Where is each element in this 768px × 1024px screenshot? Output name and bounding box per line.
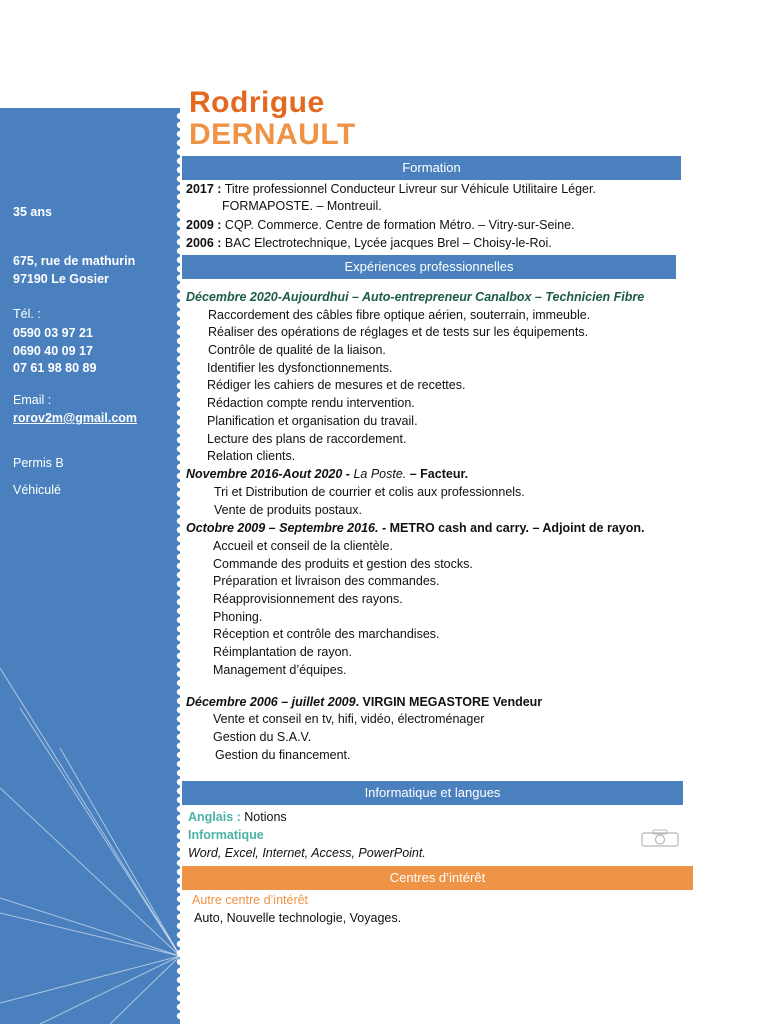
formation-entry: 2017 : Titre professionnel Conducteur Livreur sur Véhicule Utilitaire Léger.	[186, 182, 596, 196]
phone-1: 0590 03 97 21	[13, 326, 93, 340]
experience-header: Expériences professionnelles	[182, 255, 676, 279]
perforation-dot	[177, 311, 183, 317]
perforation-dot	[177, 248, 183, 254]
perforation-dot	[177, 239, 183, 245]
perforation-dot	[177, 959, 183, 965]
task-item: Vente de produits postaux.	[214, 503, 363, 517]
perforation-dot	[177, 464, 183, 470]
perforation-dot	[177, 698, 183, 704]
interests-value: Auto, Nouvelle technologie, Voyages.	[194, 911, 402, 925]
perforation-dot	[177, 518, 183, 524]
perforation-dot	[177, 896, 183, 902]
perforation-dot	[177, 131, 183, 137]
task-item: Identifier les dysfonctionnements.	[207, 361, 393, 375]
perforation-dot	[177, 635, 183, 641]
interests-label: Autre centre d’intérêt	[192, 893, 309, 907]
task-item: Réimplantation de rayon.	[213, 645, 352, 659]
perforation-dot	[177, 392, 183, 398]
perforation-dot	[177, 833, 183, 839]
task-item: Gestion du financement.	[215, 748, 351, 762]
perforation-dot	[177, 356, 183, 362]
perforation-dot	[177, 527, 183, 533]
email-label: Email :	[13, 393, 52, 407]
vehicule: Véhiculé	[13, 483, 61, 497]
address-line1: 675, rue de mathurin	[13, 254, 136, 268]
perforation-dot	[177, 140, 183, 146]
perforation-dot	[177, 437, 183, 443]
skills-header: Informatique et langues	[182, 781, 683, 805]
formation-entry: 2006 : BAC Electrotechnique, Lycée jacques Brel – Choisy-le-Roi.	[186, 236, 552, 250]
perforation-dot	[177, 491, 183, 497]
perforation-dot	[177, 725, 183, 731]
task-item: Accueil et conseil de la clientèle.	[213, 539, 393, 553]
task-item: Raccordement des câbles fibre optique aérien, souterrain, immeuble.	[208, 308, 591, 322]
perforation-dot	[177, 572, 183, 578]
perforation-dot	[177, 662, 183, 668]
task-item: Tri et Distribution de courrier et colis aux professionnels.	[214, 485, 525, 499]
perforation-dot	[177, 482, 183, 488]
decorative-lines	[0, 108, 180, 1024]
it-label: Informatique	[188, 828, 264, 842]
perforation-dot	[177, 743, 183, 749]
perforation-dot	[177, 419, 183, 425]
address-line2: 97190 Le Gosier	[13, 272, 109, 286]
formation-entry: FORMAPOSTE. – Montreuil.	[222, 199, 382, 213]
last-name: DERNAULT	[189, 118, 356, 151]
permis: Permis B	[13, 456, 64, 470]
perforation-dot	[177, 302, 183, 308]
perforation-dot	[177, 113, 183, 119]
perforation-dot	[177, 563, 183, 569]
perforation-dot	[177, 716, 183, 722]
interests-header: Centres d’intérêt	[182, 866, 693, 890]
first-name: Rodrigue	[189, 86, 325, 119]
perforation-dot	[177, 923, 183, 929]
perforation-dot	[177, 653, 183, 659]
perforation-dot	[177, 545, 183, 551]
perforation-dot	[177, 995, 183, 1001]
perforation-dot	[177, 338, 183, 344]
perforation-dot	[177, 500, 183, 506]
perforation-dot	[177, 329, 183, 335]
task-item: Réception et contrôle des marchandises.	[213, 627, 440, 641]
task-item: Vente et conseil en tv, hifi, vidéo, électroménager	[213, 712, 485, 726]
perforation-dot	[177, 671, 183, 677]
perforation-dot	[177, 644, 183, 650]
perforation-dot	[177, 212, 183, 218]
perforation-dot	[177, 581, 183, 587]
perforation-dot	[177, 1013, 183, 1019]
job-heading: Octobre 2009 – Septembre 2016. - METRO cash and carry. – Adjoint de rayon.	[186, 521, 645, 535]
perforation-dot	[177, 203, 183, 209]
job-heading: Décembre 2020-Aujourdhui – Auto-entrepreneur Canalbox – Technicien Fibre	[186, 290, 645, 304]
tel-label: Tél. :	[13, 307, 41, 321]
perforation-dot	[177, 230, 183, 236]
perforation-dot	[177, 284, 183, 290]
task-item: Management d’équipes.	[213, 663, 347, 677]
perforation-dot	[177, 347, 183, 353]
perforation-dot	[177, 914, 183, 920]
perforation-dot	[177, 977, 183, 983]
camera-icon	[640, 828, 680, 848]
perforation-dot	[177, 320, 183, 326]
perforation-dot	[177, 707, 183, 713]
perforation-dot	[177, 932, 183, 938]
age: 35 ans	[13, 205, 52, 219]
task-item: Réaliser des opérations de réglages et de tests sur les équipements.	[208, 325, 589, 339]
job-heading: Décembre 2006 – juillet 2009. VIRGIN MEGASTORE Vendeur	[186, 695, 543, 709]
perforation-dot	[177, 428, 183, 434]
perforation-dot	[177, 941, 183, 947]
perforation-dot	[177, 968, 183, 974]
perforation-dot	[177, 770, 183, 776]
task-item: Gestion du S.A.V.	[213, 730, 312, 744]
perforation-dot	[177, 473, 183, 479]
perforation-dot	[177, 851, 183, 857]
phone-3: 07 61 98 80 89	[13, 361, 97, 375]
formation-entry: 2009 : CQP. Commerce. Centre de formation Métro. – Vitry-sur-Seine.	[186, 218, 575, 232]
perforation-dot	[177, 806, 183, 812]
task-item: Contrôle de qualité de la liaison.	[208, 343, 386, 357]
perforation-dot	[177, 221, 183, 227]
phone-2: 0690 40 09 17	[13, 344, 93, 358]
perforation-dot	[177, 383, 183, 389]
task-item: Lecture des plans de raccordement.	[207, 432, 407, 446]
task-item: Rédaction compte rendu intervention.	[207, 396, 415, 410]
perforation-dot	[177, 1004, 183, 1010]
perforation-dot	[177, 554, 183, 560]
perforation-dot	[177, 905, 183, 911]
perforation-dot	[177, 842, 183, 848]
perforation-dot	[177, 185, 183, 191]
perforation-dot	[177, 608, 183, 614]
it-skills: Word, Excel, Internet, Access, PowerPoint.	[188, 846, 426, 860]
perforation-dot	[177, 617, 183, 623]
perforation-dot	[177, 509, 183, 515]
perforation-dot	[177, 761, 183, 767]
job-heading: Novembre 2016-Aout 2020 - La Poste. – Facteur.	[186, 467, 469, 481]
perforation-dot	[177, 824, 183, 830]
task-item: Réapprovisionnement des rayons.	[213, 592, 403, 606]
perforation-dot	[177, 293, 183, 299]
perforation-dot	[177, 446, 183, 452]
perforation-dot	[177, 536, 183, 542]
task-item: Phoning.	[213, 610, 263, 624]
task-item: Relation clients.	[207, 449, 296, 463]
perforation-dot	[177, 950, 183, 956]
perforation-dot	[177, 590, 183, 596]
perforation-dot	[177, 455, 183, 461]
perforation-dot	[177, 815, 183, 821]
perforation-dot	[177, 365, 183, 371]
sidebar	[0, 108, 180, 1024]
perforation-dot	[177, 410, 183, 416]
perforation-dot	[177, 986, 183, 992]
perforation-dot	[177, 401, 183, 407]
perforation-dot	[177, 599, 183, 605]
perforation-dot	[177, 626, 183, 632]
task-item: Rédiger les cahiers de mesures et de recettes.	[207, 378, 466, 392]
task-item: Commande des produits et gestion des stocks.	[213, 557, 473, 571]
perforation-dot	[177, 374, 183, 380]
perforation-dot	[177, 149, 183, 155]
email-link[interactable]: rorov2m@gmail.com	[13, 411, 138, 425]
perforation-dot	[177, 689, 183, 695]
perforation-dot	[177, 680, 183, 686]
task-item: Préparation et livraison des commandes.	[213, 574, 440, 588]
task-item: Planification et organisation du travail.	[207, 414, 418, 428]
english-skill: Anglais : Notions	[188, 810, 287, 824]
perforation-dot	[177, 194, 183, 200]
perforation-dot	[177, 122, 183, 128]
perforation-dot	[177, 734, 183, 740]
formation-header: Formation	[182, 156, 681, 180]
perforation-dot	[177, 752, 183, 758]
